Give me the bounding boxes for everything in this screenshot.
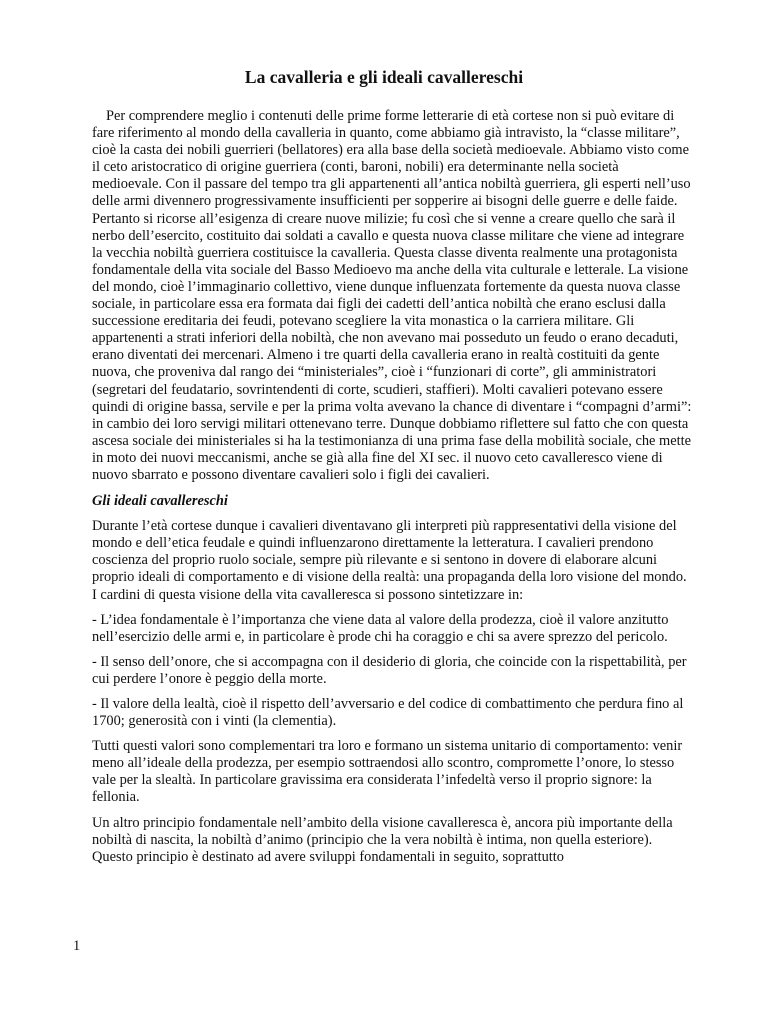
paragraph-valori: Tutti questi valori sono complementari tra loro e formano un sistema unitario di comportamento: venir meno all’ideale della prodezza, per esempio sottraendosi allo scontro, compromette l’onore, lo stesso vale per la slealtà. In particolare gravissima era considerata l’infedeltà verso il proprio signore: la fellonia.: [92, 738, 683, 806]
section-heading: Gli ideali cavallereschi: [92, 493, 228, 510]
page-number: 1: [73, 938, 81, 954]
paragraph-lealta: - Il valore della lealtà, cioè il rispetto dell’avversario e del codice di combattimento che perdura fino al 1700; generosità con i vinti (la clementia).: [92, 696, 684, 730]
intro-paragraph: Per comprendere meglio i contenuti delle prime forme letterarie di età cortese non si può evitare di fare riferimento al mondo della cavalleria in quanto, come abbiamo già intravisto, la “classe militare”, cioè la casta dei nobili guerrieri (bellatores) era alla base della società medioevale. Abbiamo visto come il ceto aristocratico di origine guerriera (conti, baroni, nobili) era determinante nella società medioevale. Con il passare del tempo tra gli appartenenti all’antica nobiltà guerriera, gli esperti nell’uso delle armi divennero progressivamente insufficienti per sopperire ai bisogni delle guerre e delle faide. Pertanto si ricorse all’esigenza di creare nuove milizie; fu così che si venne a creare quello che sarà il nerbo dell’esercito, costituito dai soldati a cavallo e questa nuova classe militare che viene ad integrare la vecchia nobiltà guerriera costituisce la cavalleria. Questa classe diventa realmente una protagonista fondamentale della vita sociale del Basso Medioevo ma anche della vita culturale e letterale. La visione del mondo, cioè l’immaginario collettivo, viene dunque influenzata fortemente da questa nuova classe sociale, in particolare essa era formata dai figli dei cadetti dell’antica nobiltà che erano esclusi dalla successione ereditaria dei feudi, potevano scegliere la vita monastica o la carriera militare. Gli appartenenti a strati inferiori della nobiltà, che non avevano mai posseduto un feudo o erano decaduti, erano diventati dei mercenari. Almeno i tre quarti della cavalleria erano in realtà costituiti da gente nuova, che proveniva dal rango dei “ministeriales”, cioè i “funzionari di corte”, gli amministratori (segretari del feudatario, sovrintendenti di corte, scudieri, staffieri). Molti cavalieri potevano essere quindi di origine bassa, servile e per la prima volta avevano la chance di diventare i “compagni d’armi”: in cambio dei loro servigi militari ottenevano terre. Dunque dobbiamo riflettere sul fatto che con questa ascesa sociale dei ministeriales si ha la testimonianza di una prima fase della mobilità sociale, che mette in moto dei nuovi meccanismi, anche se già alla fine del XI sec. il nuovo ceto cavalleresco viene di nuovo sbarrato e possono diventare cavalieri solo i figli dei cavalieri.: [92, 108, 692, 483]
document-body: [92, 108, 692, 874]
document-title: La cavalleria e gli ideali cavallereschi: [244, 67, 524, 87]
paragraph-ideals-intro: Durante l’età cortese dunque i cavalieri diventavano gli interpreti più rappresentativi della visione del mondo e dell’etica feudale e quindi influenzarono direttamente la letteratura. I cavalieri prendono coscienza del proprio ruolo sociale, sempre più rilevante e si sentono in dovere di elaborare alcuni proprio ideali di comportamento e di visione della realtà: una propaganda della loro visione del mondo. I cardini di questa visione della vita cavalleresca si possono sintetizzare in:: [92, 518, 687, 603]
paragraph-prodezza: - L’idea fondamentale è l’importanza che viene data al valore della prodezza, cioè il valore anzitutto nell’esercizio delle armi e, in particolare è prode chi ha coraggio e chi sa avere sprezzo del pericolo.: [92, 611, 669, 645]
paragraph-onore: - Il senso dell’onore, che si accompagna con il desiderio di gloria, che coincide con la rispettabilità, per cui perdere l’onore è peggio della morte.: [92, 653, 687, 687]
paragraph-nobilta-animo: Un altro principio fondamentale nell’ambito della visione cavalleresca è, ancora più importante della nobiltà di nascita, la nobiltà d’animo (principio che la vera nobiltà è intima, non quella esteriore). Questo principio è destinato ad avere sviluppi fondamentali in seguito, soprattutto: [92, 814, 673, 865]
